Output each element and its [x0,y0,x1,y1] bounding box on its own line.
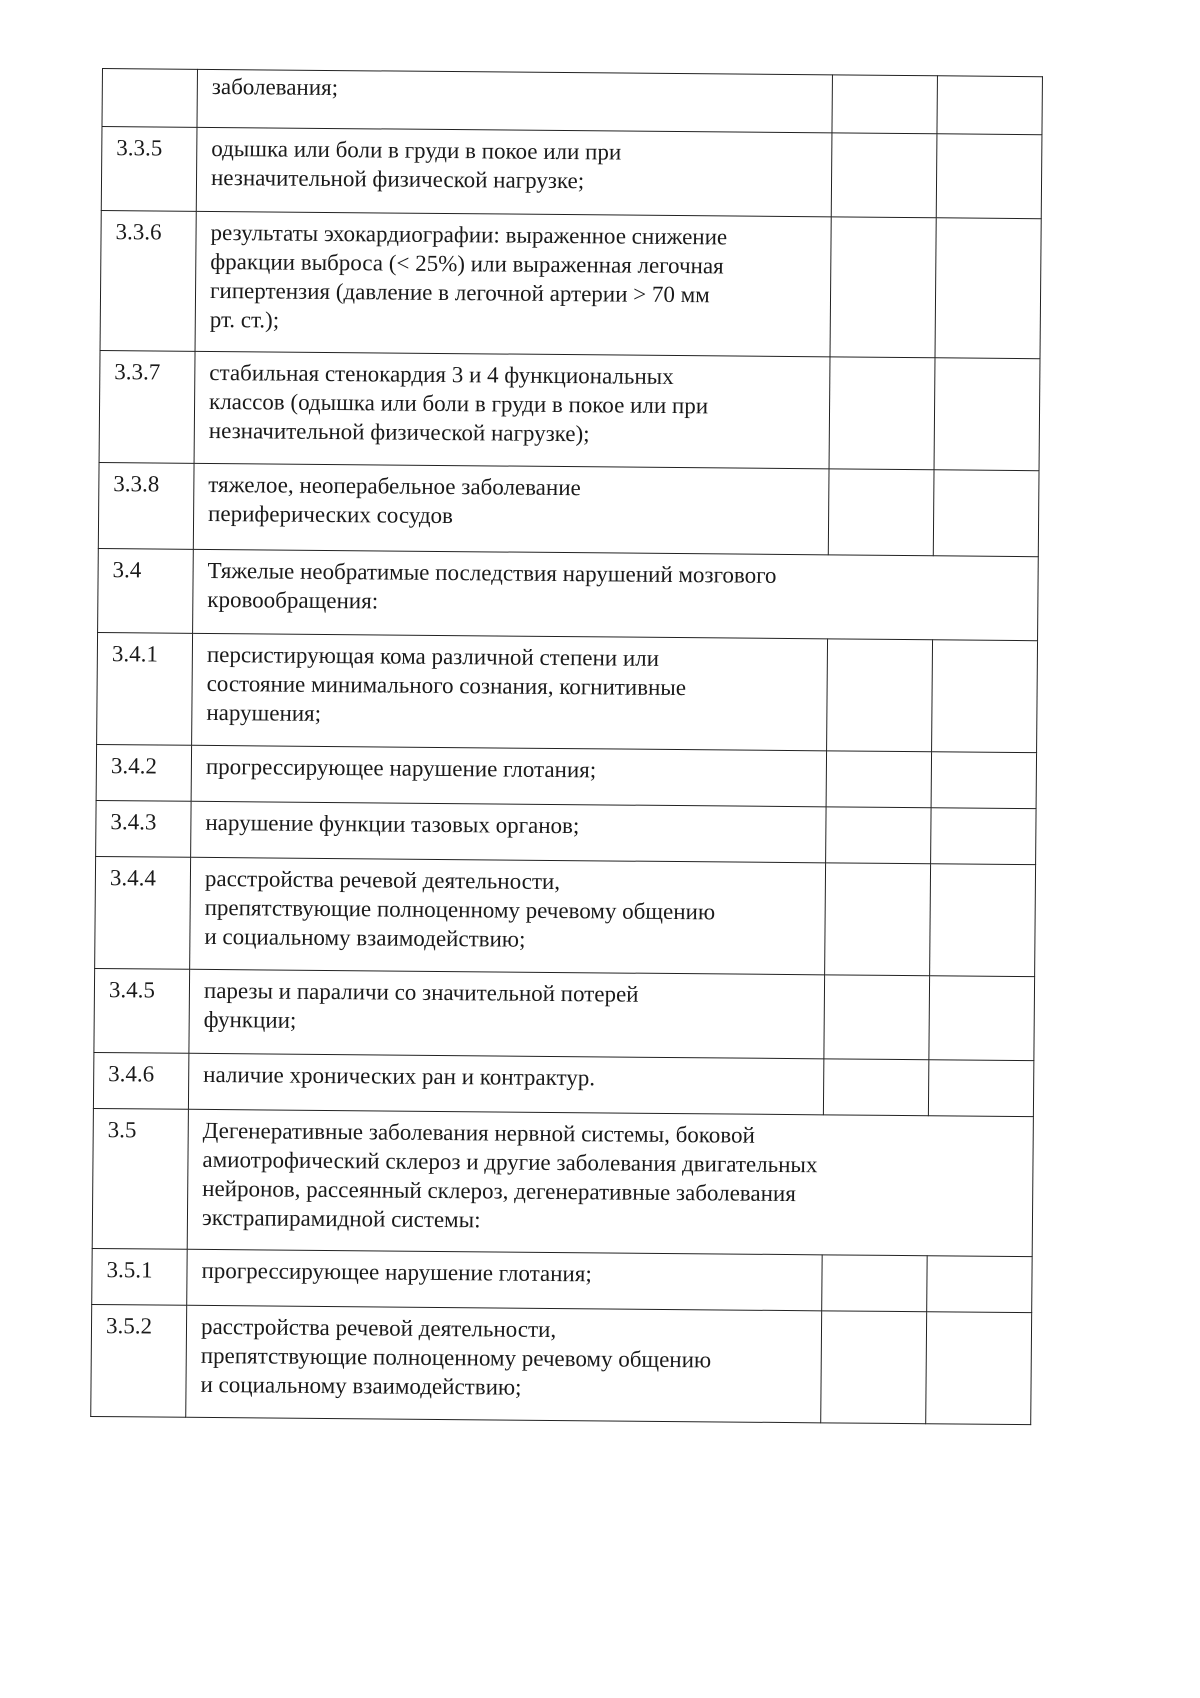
row-number: 3.5.1 [92,1248,187,1305]
row-text: нарушение функции тазовых органов; [191,801,826,863]
row-number: 3.4.6 [93,1052,188,1109]
table-row [97,632,1038,752]
row-text: наличие хронических ран и контрактур. [188,1053,823,1115]
row-text: персистирующая кома различной степени или состояние минимального сознания, когнитивные нарушения; [192,633,828,751]
row-number: 3.3.6 [100,210,196,351]
check-cell-2[interactable] [936,134,1042,219]
criteria-table [90,68,1043,1425]
check-cell-1[interactable] [831,133,937,218]
check-cell-2[interactable] [929,976,1035,1061]
check-cell-1[interactable] [827,639,933,752]
row-text: одышка или боли в груди в покое или при незначительной физической нагрузке; [196,127,832,217]
row-number: 3.3.8 [98,462,194,549]
row-text: результаты эхокардиографии: выраженное снижение фракции выброса (< 25%) или выраженная легочная гипертензия (давление в легочной артерии > 70 мм рт. ст.); [195,211,831,357]
table-row [96,800,1036,864]
row-number: 3.4.4 [95,856,191,969]
row-number: 3.4.2 [96,744,191,801]
section-row [92,1108,1033,1256]
check-cell-2[interactable] [934,358,1040,471]
check-cell-2[interactable] [937,76,1043,135]
check-cell-2[interactable] [931,752,1036,809]
check-cell-2[interactable] [927,1256,1032,1313]
table-row [96,744,1036,808]
section-number: 3.4 [98,548,194,633]
check-cell-2[interactable] [931,808,1036,865]
row-text: стабильная стенокардия 3 и 4 функциональных классов (одышка или боли в груди в покое или при незначительной физической нагрузке); [194,351,830,469]
section-title: Тяжелые необратимые последствия нарушений мозгового кровообращения: [193,549,1039,640]
table-row [100,210,1041,358]
row-number: 3.4.5 [94,968,190,1053]
row-text: тяжелое, неоперабельное заболевание периферических сосудов [193,463,829,555]
check-cell-2[interactable] [932,640,1038,753]
row-number [102,69,198,128]
check-cell-2[interactable] [933,470,1039,557]
check-cell-1[interactable] [821,1311,927,1424]
check-cell-2[interactable] [930,864,1036,977]
table-row [99,350,1040,470]
check-cell-2[interactable] [928,1060,1033,1117]
section-number: 3.5 [92,1108,188,1249]
check-cell-1[interactable] [828,469,934,556]
check-cell-1[interactable] [825,863,931,976]
table-row [91,1304,1032,1424]
table-row [93,1052,1033,1116]
check-cell-2[interactable] [926,1312,1032,1425]
row-number: 3.4.1 [97,632,193,745]
check-cell-1[interactable] [822,1255,927,1312]
table-row [102,69,1042,135]
table-row [101,127,1042,219]
row-text: прогрессирующее нарушение глотания; [187,1249,822,1311]
row-number: 3.3.7 [99,350,195,463]
row-text: парезы и параличи со значительной потерей функции; [189,969,825,1059]
check-cell-1[interactable] [823,1059,928,1116]
check-cell-1[interactable] [832,75,938,134]
row-text: расстройства речевой деятельности, препятствующие полноценному речевому общению и социальному взаимодействию; [190,857,826,975]
row-number: 3.5.2 [91,1304,187,1417]
section-title: Дегенеративные заболевания нервной системы, боковой амиотрофический склероз и другие заболевания двигательных нейронов, рассеянный склероз, дегенеративные заболевания экстрапирамидной системы: [187,1109,1033,1256]
table-row [98,462,1039,556]
check-cell-1[interactable] [826,807,931,864]
row-number: 3.3.5 [101,127,197,212]
row-text: прогрессирующее нарушение глотания; [191,745,826,807]
row-text: заболевания; [197,69,832,133]
check-cell-1[interactable] [826,751,931,808]
check-cell-1[interactable] [829,357,935,470]
table-row [94,968,1035,1060]
row-text: расстройства речевой деятельности, препятствующие полноценному речевому общению и социальному взаимодействию; [186,1305,822,1423]
check-cell-1[interactable] [824,975,930,1060]
check-cell-1[interactable] [830,217,936,358]
section-row [98,548,1039,640]
row-number: 3.4.3 [96,800,191,857]
check-cell-2[interactable] [935,218,1041,359]
table-row [92,1248,1032,1312]
table-row [95,856,1036,976]
